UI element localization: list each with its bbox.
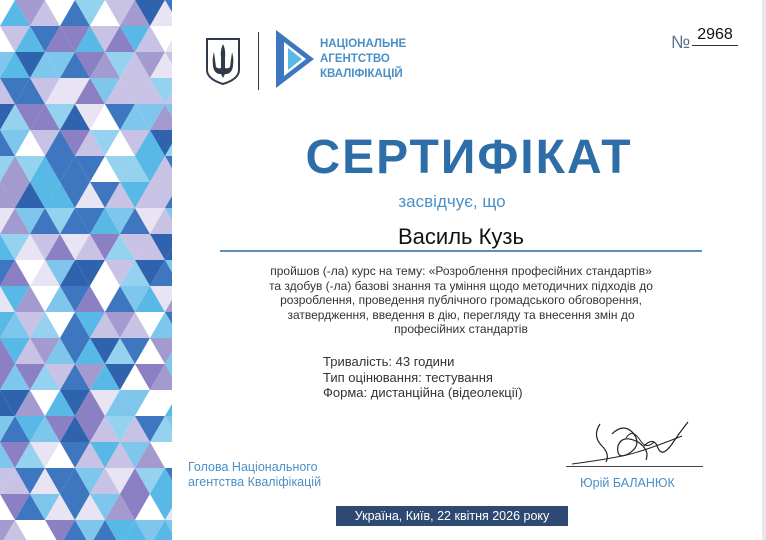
course-line: та здобув (-ла) базові знання та уміння щодо методичних підходів до — [269, 278, 653, 293]
number-sign: № — [671, 32, 691, 52]
course-details — [323, 354, 523, 401]
signatory-position — [188, 460, 321, 490]
issue-date: 22 квітня 2026 року — [437, 509, 550, 523]
agency-name-line: КВАЛІФІКАЦІЙ — [320, 68, 403, 80]
agency-name-line: НАЦІОНАЛЬНЕ — [320, 38, 407, 50]
recipient-name: Василь Кузь — [398, 224, 524, 249]
issue-date-bar — [336, 506, 568, 526]
agency-logo-icon — [274, 30, 314, 88]
signatory-position-line: агентства Кваліфікацій — [188, 475, 322, 489]
agency-name — [320, 37, 406, 82]
handwritten-signature-icon — [562, 416, 702, 472]
decorative-triangle-pattern — [0, 0, 172, 540]
signatory-name: Юрій БАЛАНЮК — [580, 476, 675, 490]
issue-place: Україна, Київ, — [354, 509, 434, 523]
signature-line — [566, 466, 703, 467]
logo-divider — [258, 32, 259, 90]
course-line: пройшов (-ла) курс на тему: «Розроблення професійних стандартів» — [270, 264, 652, 278]
course-line: розроблення, проведення публічного громадського обговорення, — [280, 293, 642, 307]
course-line: професійних стандартів — [394, 322, 528, 336]
detail-format: Форма: дистанційна (відеолекції) — [323, 385, 523, 400]
trident-emblem-icon — [204, 36, 242, 86]
recipient-underline — [220, 250, 702, 252]
agency-name-line: АГЕНТСТВО — [320, 53, 390, 65]
page-edge — [762, 0, 766, 540]
number-value: 2968 — [692, 26, 738, 46]
detail-assessment: Тип оцінювання: тестування — [323, 369, 493, 385]
signatory-position-line: Голова Національного — [188, 460, 318, 474]
certificate-title: СЕРТИФІКАТ — [305, 131, 633, 184]
certifies-text: засвідчує, що — [398, 192, 506, 211]
course-description — [222, 264, 700, 337]
course-line: затвердження, введення в дію, перегляду та внесення змін до — [287, 307, 635, 322]
detail-duration: Тривалість: 43 години — [323, 354, 455, 369]
